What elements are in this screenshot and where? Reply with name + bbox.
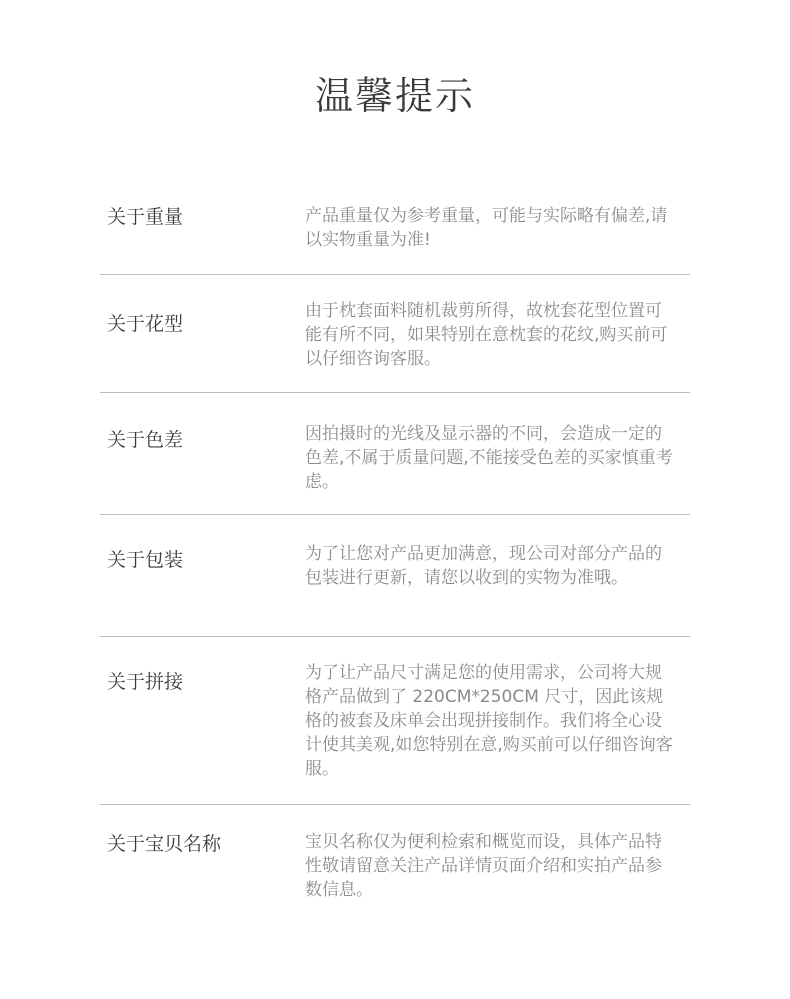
row-label-color-difference: 关于色差 (107, 429, 184, 451)
row-label-splicing: 关于拼接 (107, 671, 184, 693)
row-text-color-difference: 因拍摄时的光线及显示器的不同，会造成一定的色差,不属于质量问题,不能接受色差的买家慎重考虑。 (305, 424, 673, 492)
page-title: 温馨提示 (314, 74, 475, 118)
divider (100, 392, 690, 393)
row-text-packaging: 为了让您对产品更加满意，现公司对部分产品的包装进行更新，请您以收到的实物为准哦。 (305, 544, 662, 588)
divider (100, 804, 690, 805)
divider (100, 274, 690, 275)
row-label-packaging: 关于包装 (107, 549, 184, 571)
divider (100, 636, 690, 637)
row-text-weight: 产品重量仅为参考重量，可能与实际略有偏差,请以实物重量为准! (305, 206, 668, 250)
row-text-pattern: 由于枕套面料随机裁剪所得，故枕套花型位置可能有所不同，如果特别在意枕套的花纹,购买前可以仔细咨询客服。 (305, 301, 668, 369)
divider (100, 514, 690, 515)
row-label-weight: 关于重量 (107, 206, 184, 228)
row-text-item-name: 宝贝名称仅为便利检索和概览而设，具体产品特性敬请留意关注产品详情页面介绍和实拍产品参数信息。 (305, 832, 662, 900)
row-label-item-name: 关于宝贝名称 (107, 833, 222, 855)
row-text-splicing: 为了让产品尺寸满足您的使用需求，公司将大规格产品做到了 220CM*250CM 尺寸，因此该规格的被套及床单会出现拼接制作。我们将全心设计使其美观,如您特别在意,购买前可以仔细咨询客服。 (305, 663, 673, 779)
row-label-pattern: 关于花型 (107, 313, 184, 335)
